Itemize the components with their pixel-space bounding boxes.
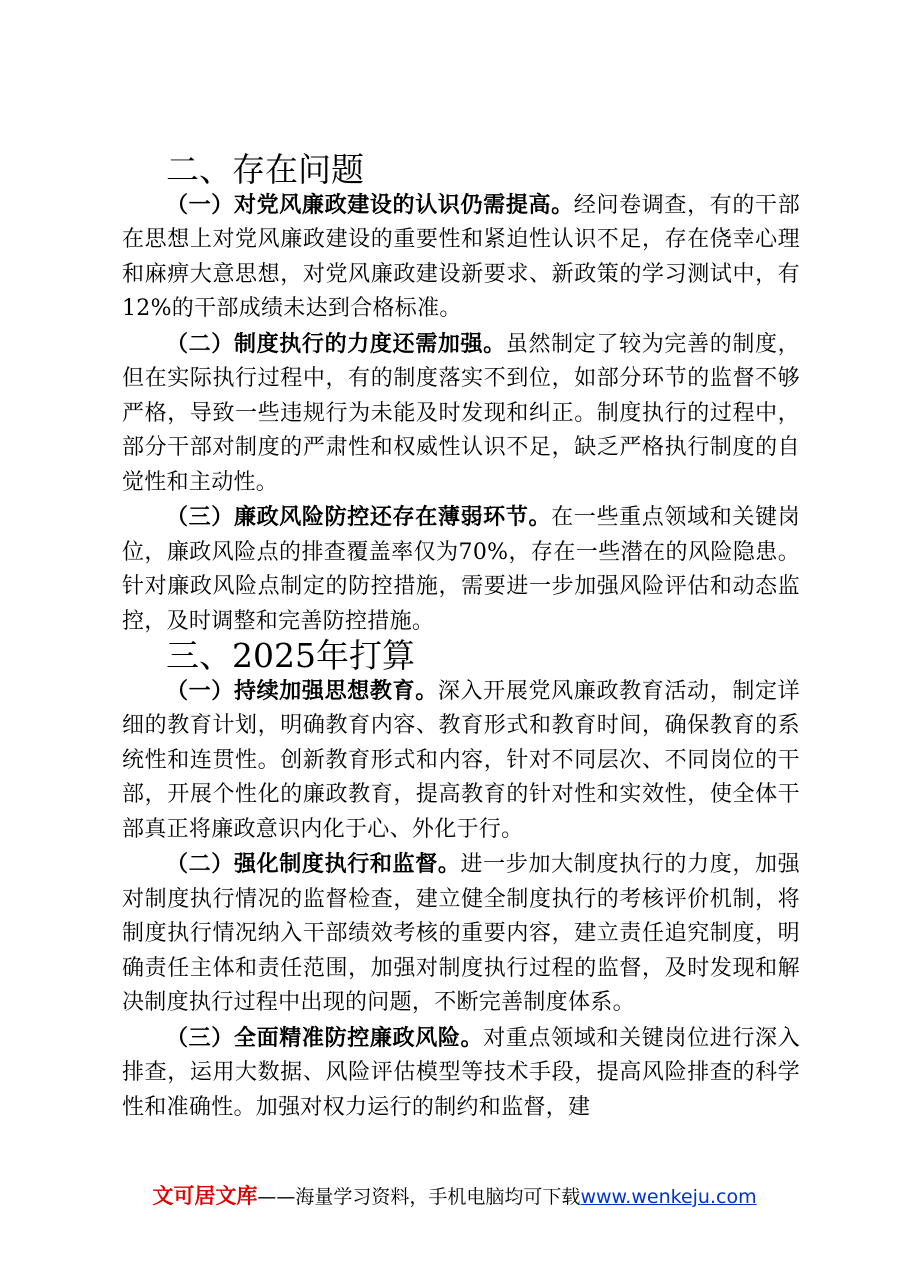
paragraph xyxy=(122,188,800,327)
paragraph xyxy=(122,674,800,848)
paragraph-lead: （二）制度执行的力度还需加强。 xyxy=(166,330,506,357)
paragraph-body: 对重点领域和关键岗位进行深入排查，运用大数据、风险评估模型等技术手段，提高风险排查的科学性和准确性。加强对权力运行的制约和监督，建 xyxy=(122,1025,801,1120)
paragraph-body: 深入开展党风廉政教育活动，制定详细的教育计划，明确教育内容、教育形式和教育时间，确保教育的系统性和连贯性。创新教育形式和内容，针对不同层次、不同岗位的干部，开展个性化的廉政教育，提高教育的针对性和实效性，使全体干部真正将廉政意识内化于心、外化于行。 xyxy=(122,678,800,842)
section-heading-problems: 二、存在问题 xyxy=(166,150,364,189)
paragraph-lead: （一）对党风廉政建设的认识仍需提高。 xyxy=(166,191,574,218)
section-heading-plans: 三、2025年打算 xyxy=(166,636,415,675)
paragraph xyxy=(122,500,800,639)
paragraph-body: 虽然制定了较为完善的制度，但在实际执行过程中，有的制度落实不到位，如部分环节的监督不够严格，导致一些违规行为未能及时发现和纠正。制度执行的过程中，部分干部对制度的严肃性和权威性认识不足，缺乏严格执行制度的自觉性和主动性。 xyxy=(122,331,800,495)
paragraph xyxy=(122,847,800,1021)
paragraph xyxy=(122,1021,800,1126)
paragraph-body: 经问卷调查，有的干部在思想上对党风廉政建设的重要性和紧迫性认识不足，存在侥幸心理和麻痹大意思想，对党风廉政建设新要求、新政策的学习测试中，有12%的干部成绩未达到合格标准。 xyxy=(122,192,800,321)
paragraph-lead: （三）全面精准防控廉政风险。 xyxy=(166,1024,484,1051)
paragraph-body: 进一步加大制度执行的力度，加强对制度执行情况的监督检查，建立健全制度执行的考核评价机制，将制度执行情况纳入干部绩效考核的重要内容，建立责任追究制度，明确责任主体和责任范围，加强对制度执行过程的监督，及时发现和解决制度执行过程中出现的问题，不断完善制度体系。 xyxy=(122,852,800,1015)
paragraph xyxy=(122,327,800,501)
paragraph-lead: （二）强化制度执行和监督。 xyxy=(166,851,461,877)
paragraph-lead: （三）廉政风险防控还存在薄弱环节。 xyxy=(166,504,552,530)
paragraph-body: 在一些重点领域和关键岗位，廉政风险点的排查覆盖率仅为70%，存在一些潜在的风险隐患。针对廉政风险点制定的防控措施，需要进一步加强风险评估和动态监控，及时调整和完善防控措施。 xyxy=(122,505,800,634)
document-body xyxy=(122,150,801,1125)
paragraph-lead: （一）持续加强思想教育。 xyxy=(166,677,438,704)
footer-brand: 文可居文库 xyxy=(152,1184,258,1208)
footer-watermark xyxy=(0,1180,909,1210)
footer-site-link[interactable]: www.wenkeju.com xyxy=(580,1186,757,1208)
footer-tagline: ——海量学习资料，手机电脑均可下载 xyxy=(257,1186,581,1208)
